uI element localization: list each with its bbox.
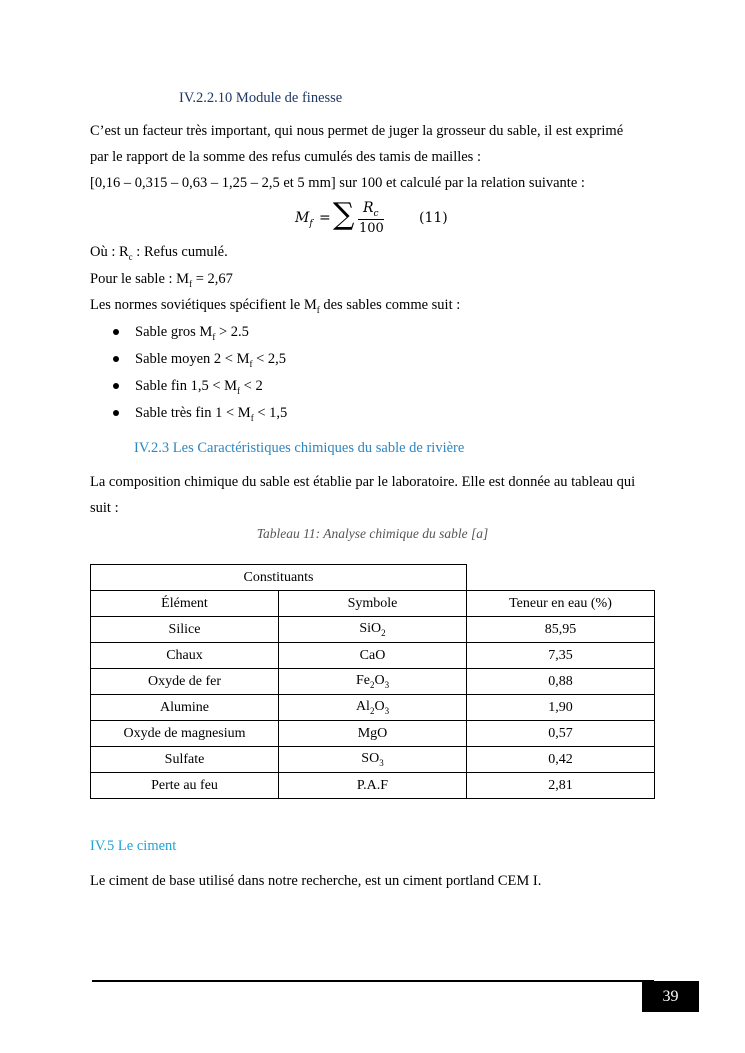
element-cell: Perte au feu <box>91 773 279 799</box>
formula-denominator: 100 <box>359 221 384 236</box>
element-cell: Oxyde de magnesium <box>91 721 279 747</box>
section-heading-module-finesse: IV.2.2.10 Module de finesse <box>179 90 343 106</box>
bullet-icon <box>113 356 119 362</box>
bullet-icon <box>113 410 119 416</box>
formula-lhs: $M_f$ <box>295 210 313 229</box>
paragraph-line: Le ciment de base utilisé dans notre recherche, est un ciment portland CEM I. <box>90 873 542 889</box>
formula-fraction-bar <box>358 219 384 220</box>
section-heading-ciment: IV.5 Le ciment <box>90 838 177 854</box>
table-row <box>91 643 655 669</box>
table-caption: Tableau 11: Analyse chimique du sable [a] <box>256 526 489 541</box>
bullet-icon <box>113 383 119 389</box>
table-row <box>91 695 655 721</box>
element-cell: Silice <box>91 617 279 643</box>
paragraph-line: [0,16 – 0,315 – 0,63 – 1,25 – 2,5 et 5 mm] sur 100 et calculé par la relation suivante : <box>90 175 585 191</box>
section-heading-chimique: IV.2.3 Les Caractéristiques chimiques du sable de rivière <box>134 440 465 456</box>
symbol-cell: P.A.F <box>279 773 467 799</box>
symbol-cell: $Al_2O_3$ <box>279 695 467 721</box>
symbol-cell: $SO_3$ <box>279 747 467 773</box>
bullet-icon <box>113 329 119 335</box>
footer-rule <box>92 980 654 982</box>
definition-rc: Où : $R_c$ : Refus cumulé. <box>90 244 228 262</box>
table-header-row <box>91 591 655 617</box>
chemical-analysis-table <box>90 564 655 799</box>
page-number: 39 <box>642 981 699 1012</box>
symbol-cell: $Fe_2O_3$ <box>279 669 467 695</box>
norms-intro: Les normes soviétiques spécifient le $M_f$ des sables comme suit : <box>90 297 461 315</box>
element-cell: Alumine <box>91 695 279 721</box>
value-cell: 0,57 <box>467 721 655 747</box>
table-row <box>91 773 655 799</box>
element-cell: Chaux <box>91 643 279 669</box>
paragraph-line: suit : <box>90 500 119 516</box>
paragraph-line: par le rapport de la somme des refus cumulés des tamis de mailles : <box>90 149 481 165</box>
paragraph-line: C’est un facteur très important, qui nous permet de juger la grosseur du sable, il est exprimé <box>90 123 624 139</box>
paragraph-line: La composition chimique du sable est établie par le laboratoire. Elle est donnée au tableau qui <box>90 474 636 490</box>
column-header: Élément <box>91 591 279 617</box>
formula-module-finesse <box>295 197 465 240</box>
sand-mf-value: Pour le sable : $M_f = 2,67$ <box>90 271 233 289</box>
table-row <box>91 747 655 773</box>
table-row <box>91 669 655 695</box>
value-cell: 2,81 <box>467 773 655 799</box>
formula-numerator: $R_c$ <box>363 200 379 219</box>
empty-cell <box>467 565 655 591</box>
element-cell: Oxyde de fer <box>91 669 279 695</box>
table-row <box>91 617 655 643</box>
value-cell: 85,95 <box>467 617 655 643</box>
value-cell: 1,90 <box>467 695 655 721</box>
symbol-cell: CaO <box>279 643 467 669</box>
column-header: Teneur en eau (%) <box>467 591 655 617</box>
value-cell: 7,35 <box>467 643 655 669</box>
symbol-cell: MgO <box>279 721 467 747</box>
symbol-cell: SiO$_2$ <box>279 617 467 643</box>
formula-sum-symbol: ∑ <box>333 197 355 232</box>
table-row <box>91 721 655 747</box>
formula-equals: = <box>319 210 331 226</box>
table-group-header-row <box>91 565 655 591</box>
value-cell: 0,42 <box>467 747 655 773</box>
equation-number: (11) <box>419 210 448 226</box>
element-cell: Sulfate <box>91 747 279 773</box>
column-header: Symbole <box>279 591 467 617</box>
value-cell: 0,88 <box>467 669 655 695</box>
group-header-cell: Constituants <box>91 565 467 591</box>
